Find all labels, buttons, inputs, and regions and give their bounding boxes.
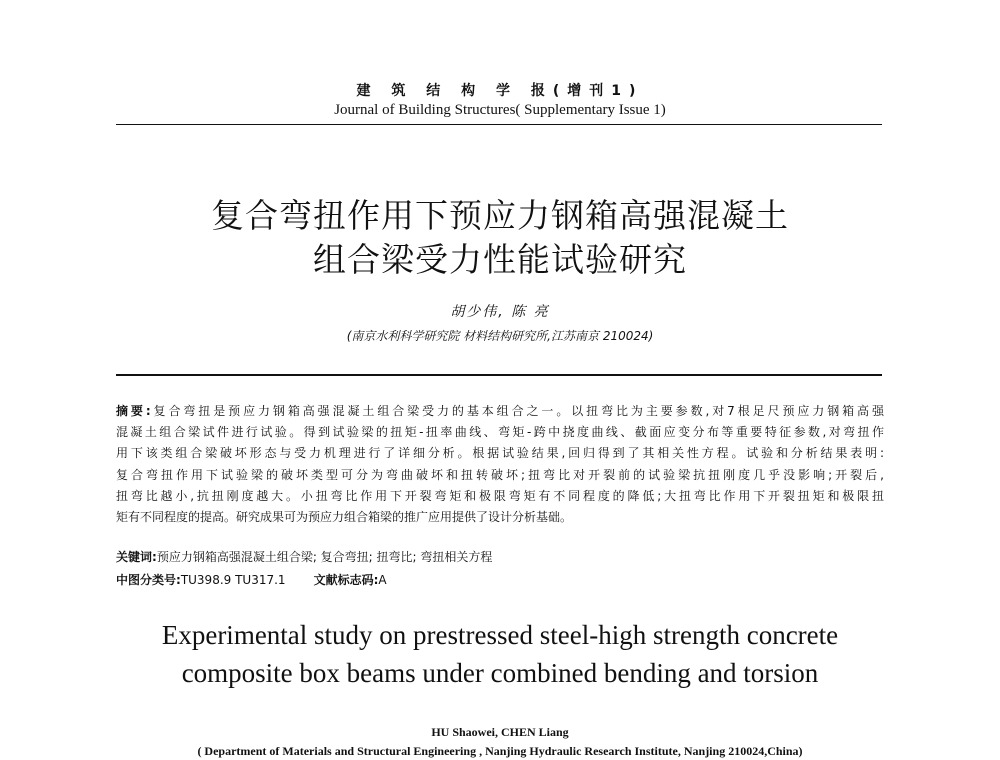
abstract-label: 摘要: <box>116 404 151 418</box>
authors-en: HU Shaowei, CHEN Liang <box>431 725 569 739</box>
abstract-line: 复合弯扭作用下试验梁的破坏类型可分为弯曲破坏和扭转破坏;扭弯比对开裂前的试验梁抗扭刚度几乎没影响;开裂后, <box>116 467 884 482</box>
abstract-line: 扭弯比越小,抗扭刚度越大。小扭弯比作用下开裂弯矩和极限弯矩有不同程度的降低;大扭弯比作用下开裂扭矩和极限扭 <box>116 488 884 503</box>
journal-name-en: Journal of Building Structures( Supplementary Issue 1) <box>334 102 666 118</box>
journal-name-cn: 建 筑 结 构 学 报(增刊1) <box>356 83 644 99</box>
header-rule <box>116 124 882 125</box>
affiliation-cn: (南京水利科学研究院 材料结构研究所,江苏南京 210024) <box>346 329 654 343</box>
abstract-line: 用下该类组合梁破坏形态与受力机理进行了详细分析。根据试验结果,回归得到了其相关性方程。试验和分析结果表明: <box>116 446 884 461</box>
clc-value: TU398.9 TU317.1 <box>180 573 286 587</box>
title-en-line2: composite box beams under combined bending and torsion <box>181 658 819 688</box>
doc-code-label: 文献标志码: <box>313 573 379 587</box>
abstract-line: 摘要:复合弯扭是预应力钢箱高强混凝土组合梁受力的基本组合之一。以扭弯比为主要参数,对7根足尺预应力钢箱高强 <box>116 404 884 418</box>
clc-label: 中图分类号: <box>116 573 181 587</box>
abstract-cn <box>116 401 884 528</box>
section-rule <box>116 374 882 376</box>
authors-cn: 胡少伟, 陈 亮 <box>450 304 550 320</box>
keywords <box>116 548 492 565</box>
keywords-text: 预应力钢箱高强混凝土组合梁; 复合弯扭; 扭弯比; 弯扭相关方程 <box>156 550 493 564</box>
doc-code-value: A <box>378 573 387 587</box>
keywords-label: 关键词: <box>116 550 157 564</box>
title-cn-line2: 组合梁受力性能试验研究 <box>313 240 687 279</box>
affiliation-en: ( Department of Materials and Structural Engineering , Nanjing Hydraulic Research Institute, Nanjing 210024,China) <box>197 744 803 758</box>
title-cn-line1: 复合弯扭作用下预应力钢箱高强混凝土 <box>211 196 789 235</box>
classification <box>116 571 387 588</box>
title-en-line1: Experimental study on prestressed steel-high strength concrete <box>161 620 839 650</box>
abstract-line: 混凝土组合梁试件进行试验。得到试验梁的扭矩-扭率曲线、弯矩-跨中挠度曲线、截面应变分布等重要特征参数,对弯扭作 <box>116 425 884 440</box>
abstract-line: 矩有不同程度的提高。研究成果可为预应力组合箱梁的推广应用提供了设计分析基础。 <box>116 509 573 524</box>
